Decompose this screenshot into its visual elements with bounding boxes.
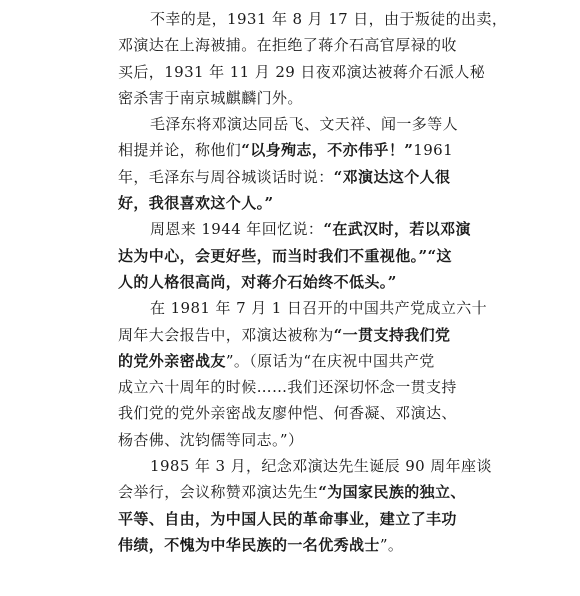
text-line — [118, 111, 468, 137]
body-text: 会举行，会议称赞邓演达先生 — [118, 483, 319, 502]
document-page — [118, 6, 508, 558]
text-line — [118, 243, 468, 269]
text-line — [118, 400, 468, 426]
body-text: 成立六十周年的时候……我们还深切怀念一贯支持 — [118, 378, 457, 397]
bold-quote-text: 的党外亲密战友 — [118, 351, 226, 370]
body-text: 毛泽东将邓演达同岳飞、文天祥、闻一多等人 — [150, 115, 459, 134]
text-line — [118, 137, 468, 163]
text-line — [118, 190, 468, 216]
body-text: ”。（原话为“在庆祝中国共产党 — [225, 351, 435, 370]
body-text: 买后，1931 年 11 月 29 日夜邓演达被蒋介石派人秘 — [118, 62, 486, 81]
bold-quote-text: 好，我很喜欢这个人。” — [118, 194, 274, 213]
body-text: 我们党的党外亲密战友廖仲恺、何香凝、邓演达、 — [118, 404, 457, 423]
body-text: 在 1981 年 7 月 1 日召开的中国共产党成立六十 — [150, 299, 488, 318]
bold-quote-text: 达为中心，会更好些，而当时我们不重视他。”“这 — [118, 246, 452, 265]
bold-quote-text: 伟绩，不愧为中华民族的一名优秀战士 — [118, 535, 380, 554]
text-line — [118, 6, 508, 32]
body-text: 杨杏佛、沈钧儒等同志。”） — [118, 430, 304, 449]
bold-quote-text: “在武汉时，若以邓演 — [323, 220, 471, 239]
text-line — [118, 453, 492, 479]
text-line — [118, 532, 468, 558]
body-text: 1985 年 3 月，纪念邓演达先生诞辰 90 周年座谈 — [150, 457, 492, 476]
bold-quote-text: 人的人格很高尚，对蒋介石始终不低头。” — [118, 272, 397, 291]
text-line — [118, 295, 488, 321]
text-line — [118, 216, 471, 242]
body-text: 周年大会报告中，邓演达被称为 — [118, 325, 334, 344]
body-text: 周恩来 1944 年回忆说： — [150, 220, 324, 239]
text-line — [118, 322, 468, 348]
body-text: 密杀害于南京城麒麟门外。 — [118, 88, 303, 107]
text-line — [118, 427, 468, 453]
text-line — [118, 164, 468, 190]
text-line — [118, 59, 486, 85]
text-line — [118, 348, 468, 374]
bold-quote-text: “以身殉志，不亦伟乎！” — [241, 141, 414, 160]
body-text: ”。 — [379, 535, 404, 554]
bold-quote-text: “邓演达这个人很 — [333, 167, 451, 186]
text-line — [118, 479, 468, 505]
body-text: 邓演达在上海被捕。在拒绝了蒋介石高官厚禄的收 — [118, 36, 457, 55]
text-line — [118, 374, 468, 400]
body-text: 相提并论，称他们 — [118, 141, 242, 160]
bold-quote-text: 平等、自由，为中国人民的革命事业，建立了丰功 — [118, 509, 457, 528]
bold-quote-text: “一贯支持我们党 — [333, 325, 451, 344]
body-text: 1961 — [413, 141, 454, 160]
body-text: 不幸的是，1931 年 8 月 17 日，由于叛徒的出卖， — [150, 10, 508, 28]
text-line — [118, 85, 468, 111]
bold-quote-text: “为国家民族的独立、 — [318, 483, 466, 502]
text-line — [118, 32, 468, 58]
text-line — [118, 269, 468, 295]
body-text: 年，毛泽东与周谷城谈话时说： — [118, 167, 334, 186]
text-line — [118, 506, 468, 532]
